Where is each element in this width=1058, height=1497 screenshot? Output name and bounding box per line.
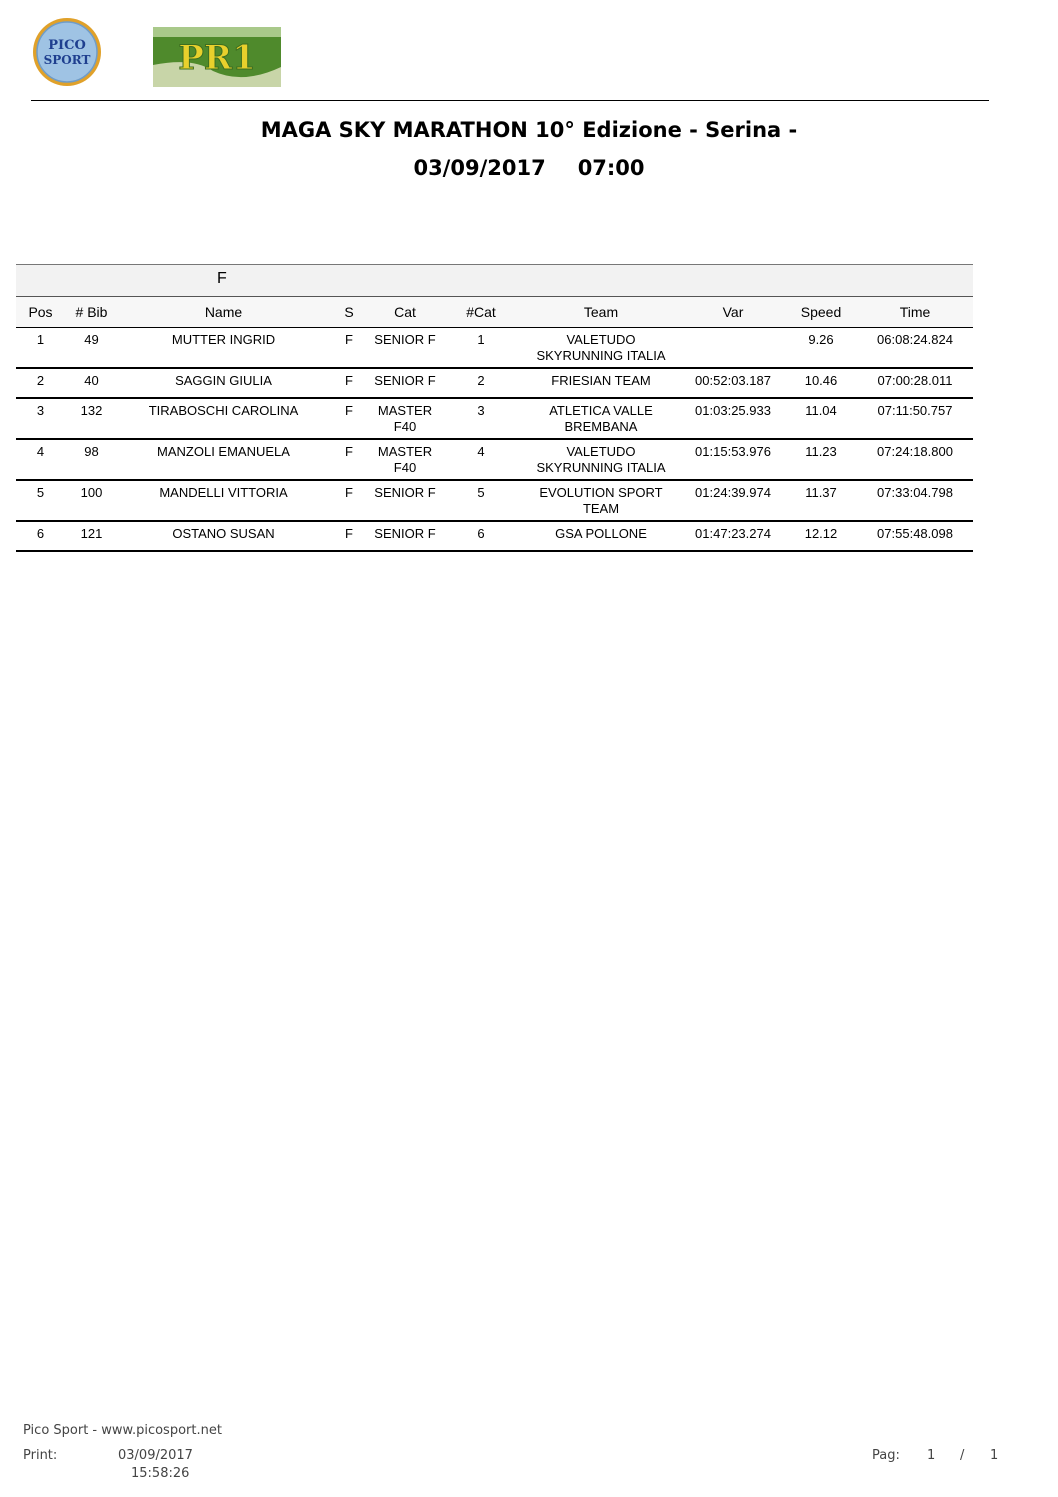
cell-speed: 12.12	[804, 526, 838, 541]
cell-name: MUTTER INGRID	[171, 332, 276, 347]
cell-s: F	[345, 526, 353, 541]
cell-time: 07:33:04.798	[877, 485, 953, 500]
footer-page-current: 1	[927, 1448, 936, 1463]
cell-var: 01:03:25.933	[695, 403, 771, 418]
footer-print-time: 15:58:26	[131, 1466, 190, 1481]
cell-time: 07:55:48.098	[877, 526, 953, 541]
column-headers	[16, 296, 973, 328]
cell-cat-line1: MASTER	[377, 444, 433, 459]
cell-ncat: 6	[477, 526, 485, 541]
cell-speed: 11.37	[805, 485, 837, 500]
cell-ncat: 5	[477, 485, 485, 500]
cell-team	[521, 369, 681, 397]
cell-time: 07:00:28.011	[877, 373, 953, 388]
cell-pos: 4	[36, 444, 45, 459]
cell-cat-line1: SENIOR F	[374, 373, 436, 388]
cell-team	[521, 440, 681, 479]
cell-var: 01:15:53.976	[695, 444, 771, 459]
pico-sport-logo	[31, 16, 103, 88]
cell-bib: 121	[80, 526, 103, 541]
cell-bib: 49	[84, 332, 99, 347]
cell-speed: 11.23	[805, 444, 837, 459]
logo-pico-line1: PICO	[48, 38, 86, 53]
cell-name: TIRABOSCHI CAROLINA	[148, 403, 299, 418]
col-cat: Cat	[394, 304, 416, 320]
cell-name: OSTANO SUSAN	[172, 526, 275, 541]
event-datetime	[0, 156, 1058, 180]
logo-pr-text: PR1	[178, 38, 256, 78]
cell-cat	[369, 369, 441, 397]
cell-speed: 11.04	[805, 403, 837, 418]
group-label: F	[217, 270, 227, 287]
cell-cat-line1: SENIOR F	[374, 526, 436, 541]
footer-site: Pico Sport - www.picosport.net	[23, 1423, 222, 1438]
cell-s: F	[345, 332, 353, 347]
footer-page-separator: /	[960, 1448, 965, 1463]
cell-pos: 5	[36, 485, 45, 500]
col-var: Var	[722, 304, 744, 320]
table-row	[16, 522, 973, 552]
cell-cat	[369, 328, 441, 367]
cell-pos: 1	[36, 332, 45, 347]
cell-team-line2: TEAM	[582, 501, 620, 516]
cell-cat	[369, 399, 441, 438]
cell-team	[521, 328, 681, 367]
col-time: Time	[899, 304, 931, 320]
footer-print-date: 03/09/2017	[118, 1448, 193, 1463]
cell-team-line2: BREMBANA	[564, 419, 638, 434]
cell-cat	[369, 440, 441, 479]
footer-page-total: 1	[990, 1448, 999, 1463]
cell-cat-line1: SENIOR F	[374, 485, 436, 500]
cell-time: 07:24:18.800	[877, 444, 953, 459]
cell-speed: 10.46	[804, 373, 838, 388]
cell-team-line1: EVOLUTION SPORT	[539, 485, 663, 500]
cell-cat-line2: F40	[393, 419, 417, 434]
table-row	[16, 399, 973, 440]
cell-team	[521, 399, 681, 438]
cell-s: F	[345, 403, 353, 418]
table-row	[16, 369, 973, 399]
cell-cat	[369, 481, 441, 520]
cell-var: 01:24:39.974	[695, 485, 771, 500]
results-table	[16, 264, 973, 552]
col-pos: Pos	[28, 304, 53, 320]
table-row	[16, 440, 973, 481]
cell-team-line1: FRIESIAN TEAM	[551, 373, 651, 388]
col-name: Name	[204, 304, 243, 320]
cell-pos: 6	[36, 526, 45, 541]
cell-bib: 98	[84, 444, 99, 459]
cell-cat-line2: F40	[393, 460, 417, 475]
cell-team-line2: SKYRUNNING ITALIA	[536, 460, 666, 475]
header-divider	[31, 100, 989, 101]
cell-ncat: 3	[477, 403, 485, 418]
cell-team-line1: ATLETICA VALLE	[549, 403, 653, 418]
group-header	[16, 264, 973, 296]
cell-cat-line1: SENIOR F	[374, 332, 436, 347]
cell-cat	[369, 522, 441, 550]
cell-speed: 9.26	[808, 332, 834, 347]
cell-name: SAGGIN GIULIA	[175, 373, 272, 388]
cell-time: 06:08:24.824	[877, 332, 953, 347]
col-bib: # Bib	[75, 304, 108, 320]
cell-team-line1: VALETUDO	[566, 444, 636, 459]
cell-team	[521, 522, 681, 550]
footer-page-label: Pag:	[872, 1448, 900, 1463]
logo-pico-line2: SPORT	[43, 53, 91, 67]
cell-var: 00:52:03.187	[695, 373, 771, 388]
cell-bib: 40	[84, 373, 99, 388]
col-team: Team	[583, 304, 619, 320]
cell-team-line1: VALETUDO	[566, 332, 636, 347]
col-s: S	[344, 304, 354, 320]
cell-bib: 132	[80, 403, 103, 418]
cell-cat-line1: MASTER	[377, 403, 433, 418]
col-speed: Speed	[800, 304, 842, 320]
cell-team	[521, 481, 681, 520]
table-row	[16, 481, 973, 522]
cell-s: F	[345, 373, 353, 388]
cell-s: F	[345, 444, 353, 459]
cell-ncat: 1	[477, 332, 485, 347]
cell-team-line1: GSA POLLONE	[555, 526, 647, 541]
footer-print-label: Print:	[23, 1448, 58, 1463]
cell-var	[681, 328, 785, 367]
col-ncat: #Cat	[466, 304, 496, 320]
cell-s: F	[345, 485, 353, 500]
cell-pos: 2	[36, 373, 45, 388]
cell-ncat: 4	[477, 444, 485, 459]
event-time: 07:00	[577, 156, 645, 180]
pr1-logo	[153, 27, 281, 87]
cell-name: MANDELLI VITTORIA	[159, 485, 288, 500]
event-date: 03/09/2017	[413, 156, 546, 180]
event-title: MAGA SKY MARATHON 10° Edizione - Serina -	[260, 118, 798, 142]
cell-var: 01:47:23.274	[695, 526, 771, 541]
cell-time: 07:11:50.757	[877, 403, 953, 418]
cell-pos: 3	[36, 403, 45, 418]
cell-team-line2: SKYRUNNING ITALIA	[536, 348, 666, 363]
cell-ncat: 2	[477, 373, 485, 388]
cell-name: MANZOLI EMANUELA	[157, 444, 290, 459]
cell-bib: 100	[80, 485, 103, 500]
table-row	[16, 328, 973, 369]
